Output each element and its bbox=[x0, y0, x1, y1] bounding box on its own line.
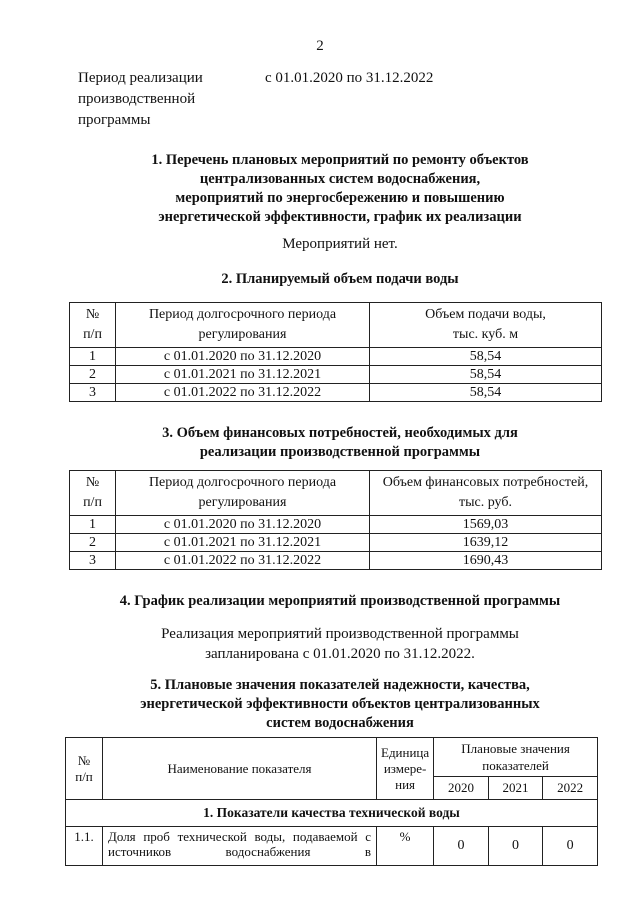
header-num: № п/п bbox=[70, 471, 116, 516]
row-period: с 01.01.2021 по 31.12.2021 bbox=[116, 534, 370, 552]
page-number: 2 bbox=[316, 38, 324, 54]
section2-title: 2. Планируемый объем подачи воды bbox=[221, 271, 459, 287]
header-plan-values: Плановые значения показателей bbox=[434, 738, 598, 777]
row-indicator-name-line: Доля проб технической воды, подаваемой с bbox=[108, 829, 371, 844]
section3-title-line: 3. Объем финансовых потребностей, необходимых для bbox=[162, 425, 518, 441]
header-indicator-name: Наименование показателя bbox=[103, 738, 377, 800]
table-row bbox=[70, 366, 602, 384]
section4-text bbox=[0, 624, 640, 664]
row-num: 1 bbox=[70, 516, 116, 534]
section4-text-line: Реализация мероприятий производственной программы bbox=[161, 626, 519, 642]
table-header-row bbox=[70, 471, 602, 516]
table-header-row bbox=[70, 303, 602, 348]
period-label-line: Период реализации bbox=[78, 70, 203, 86]
row-value: 1569,03 bbox=[370, 516, 602, 534]
section1-title-line: энергетической эффективности, график их реализации bbox=[158, 209, 522, 225]
period-label bbox=[78, 68, 238, 131]
row-indicator-name bbox=[103, 827, 377, 866]
header-year-2022: 2022 bbox=[543, 777, 598, 800]
period-label-line: производственной bbox=[78, 91, 196, 107]
row-period: с 01.01.2020 по 31.12.2020 bbox=[116, 348, 370, 366]
table-row bbox=[70, 552, 602, 570]
header-year-2020: 2020 bbox=[434, 777, 489, 800]
header-period: Период долгосрочного периода регулирования bbox=[116, 471, 370, 516]
row-num: 1 bbox=[70, 348, 116, 366]
row-num: 3 bbox=[70, 384, 116, 402]
row-period: с 01.01.2020 по 31.12.2020 bbox=[116, 516, 370, 534]
table-row bbox=[70, 348, 602, 366]
section1-title-line: мероприятий по энергосбережению и повышению bbox=[175, 190, 505, 206]
row-value: 1690,43 bbox=[370, 552, 602, 570]
section4-text-line: запланирована с 01.01.2020 по 31.12.2022. bbox=[205, 646, 475, 662]
table-row bbox=[66, 827, 598, 866]
header-period: Период долгосрочного периода регулирования bbox=[116, 303, 370, 348]
row-value-2020: 0 bbox=[434, 827, 489, 866]
water-supply-table bbox=[69, 302, 602, 402]
table-subsection-row bbox=[66, 800, 598, 827]
table-row bbox=[70, 534, 602, 552]
table-row bbox=[70, 384, 602, 402]
row-num: 3 bbox=[70, 552, 116, 570]
section1-title-line: 1. Перечень плановых мероприятий по ремонту объектов bbox=[151, 152, 529, 168]
section5-title-line: 5. Плановые значения показателей надежности, качества, bbox=[150, 677, 530, 693]
indicators-table bbox=[65, 737, 598, 866]
row-indicator-name-line: источников водоснабжения в bbox=[108, 844, 371, 859]
header-num: № п/п bbox=[66, 738, 103, 800]
financial-needs-table bbox=[69, 470, 602, 570]
row-num: 1.1. bbox=[66, 827, 103, 866]
header-num: № п/п bbox=[70, 303, 116, 348]
section1-title-line: централизованных систем водоснабжения, bbox=[199, 171, 481, 187]
section5-title-line: систем водоснабжения bbox=[266, 715, 414, 731]
period-value: с 01.01.2020 по 31.12.2022 bbox=[265, 70, 434, 86]
row-value-2021: 0 bbox=[488, 827, 543, 866]
row-period: с 01.01.2022 по 31.12.2022 bbox=[116, 552, 370, 570]
row-value: 1639,12 bbox=[370, 534, 602, 552]
section4-title: 4. График реализации мероприятий производственной программы bbox=[119, 593, 561, 609]
table-header-row bbox=[66, 738, 598, 777]
row-unit: % bbox=[377, 827, 434, 866]
section3-title bbox=[0, 424, 640, 462]
row-value: 58,54 bbox=[370, 366, 602, 384]
section1-title bbox=[0, 151, 640, 227]
header-unit: Единица измере- ния bbox=[377, 738, 434, 800]
period-label-line: программы bbox=[78, 112, 151, 128]
row-value: 58,54 bbox=[370, 384, 602, 402]
row-period: с 01.01.2021 по 31.12.2021 bbox=[116, 366, 370, 384]
section3-title-line: реализации производственной программы bbox=[199, 444, 481, 460]
row-num: 2 bbox=[70, 534, 116, 552]
header-volume: Объем подачи воды, тыс. куб. м bbox=[370, 303, 602, 348]
row-period: с 01.01.2022 по 31.12.2022 bbox=[116, 384, 370, 402]
table-row bbox=[70, 516, 602, 534]
subsection-title: 1. Показатели качества технической воды bbox=[66, 800, 598, 827]
header-year-2021: 2021 bbox=[488, 777, 543, 800]
row-num: 2 bbox=[70, 366, 116, 384]
section1-text: Мероприятий нет. bbox=[282, 236, 398, 252]
header-amount: Объем финансовых потребностей, тыс. руб. bbox=[370, 471, 602, 516]
section5-title bbox=[0, 676, 640, 733]
row-value: 58,54 bbox=[370, 348, 602, 366]
row-value-2022: 0 bbox=[543, 827, 598, 866]
section5-title-line: энергетической эффективности объектов централизованных bbox=[140, 696, 540, 712]
